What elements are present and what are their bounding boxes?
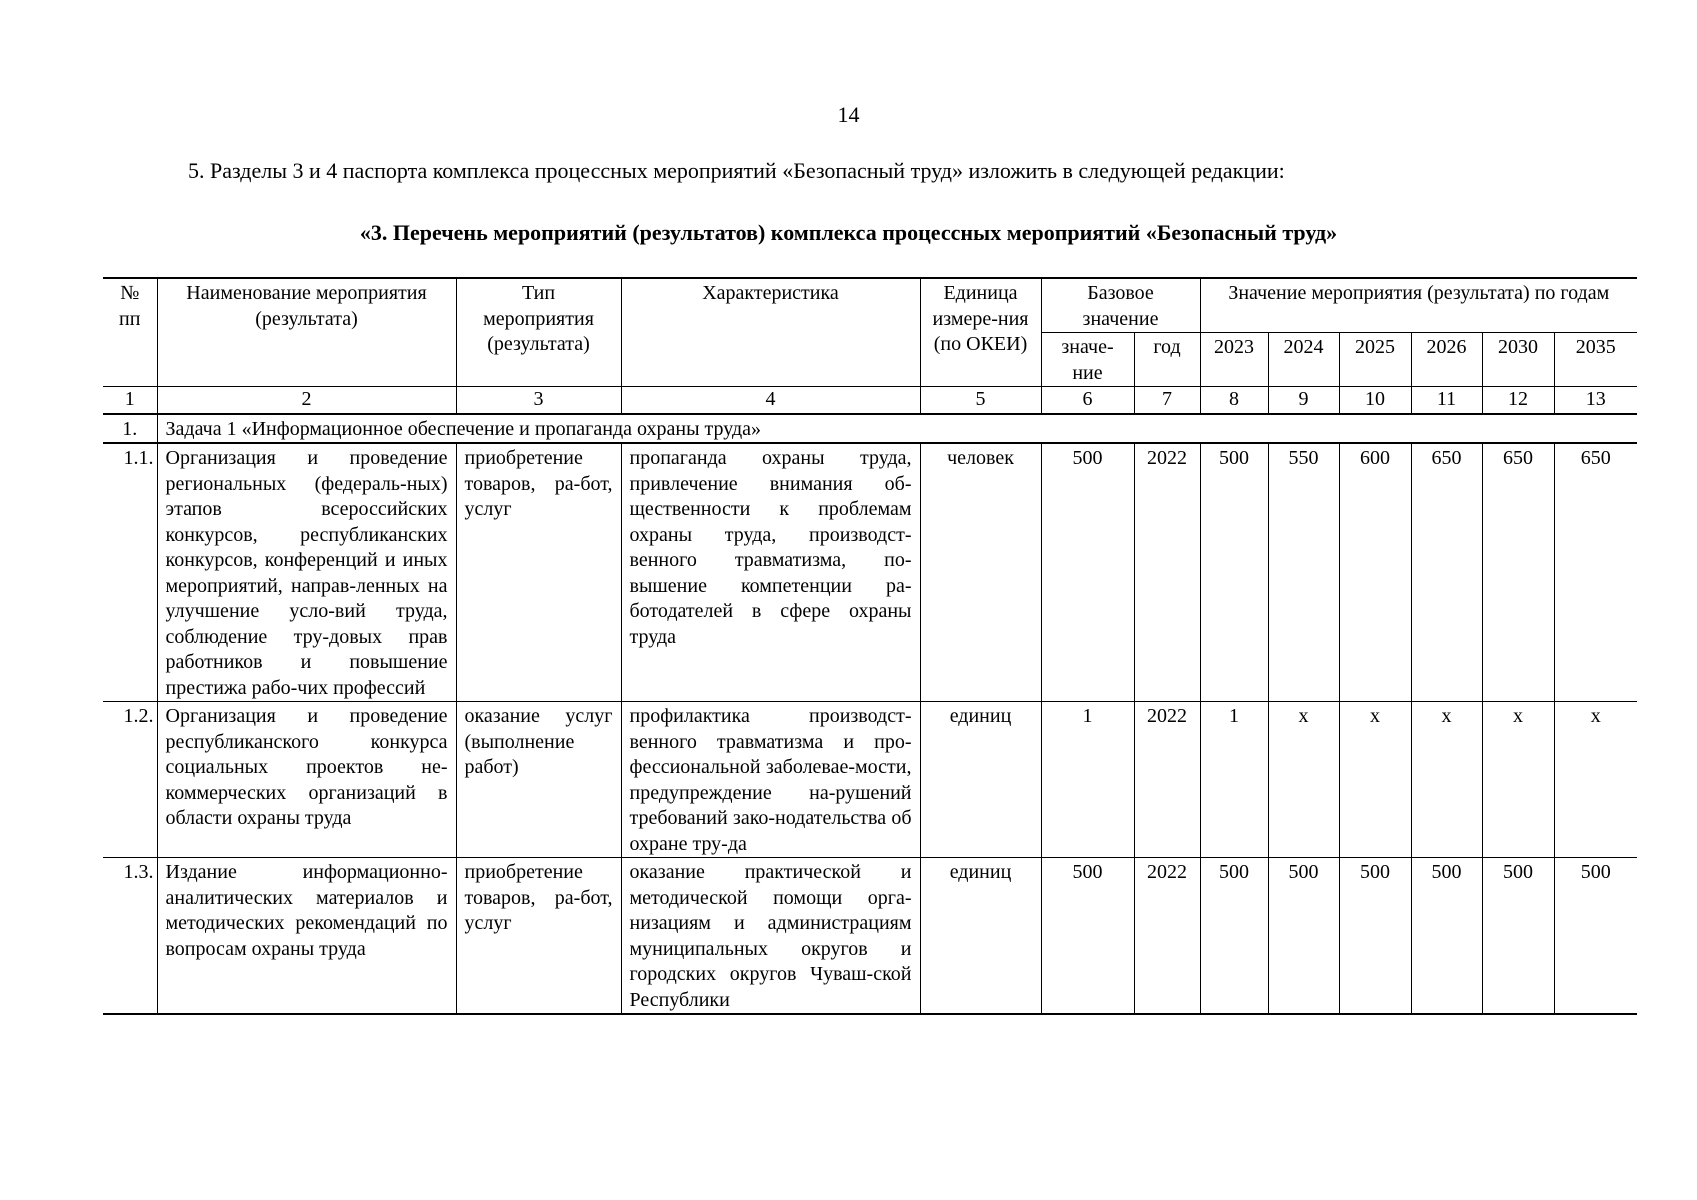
intro-paragraph: 5. Разделы 3 и 4 паспорта комплекса процессных мероприятий «Безопасный труд» изложить в следующей редакции:: [188, 158, 1285, 183]
header-base-value: значе-ние: [1041, 333, 1134, 387]
row-value-2030: x: [1482, 702, 1554, 858]
row-value-2023: 500: [1200, 443, 1268, 702]
row-number: 1.2.: [103, 702, 157, 858]
header-base: Базовое значение: [1041, 278, 1200, 333]
column-number: 9: [1268, 387, 1339, 414]
row-base-year: 2022: [1134, 443, 1200, 702]
column-number: 2: [157, 387, 456, 414]
column-number: 3: [456, 387, 621, 414]
column-number: 5: [920, 387, 1041, 414]
page-number: 14: [837, 102, 860, 127]
row-name: Организация и проведение региональных (федераль-ных) этапов всероссийских конкурсов, республиканских конкурсов, конференций и иных мероприятий, направ-ленных на улучшение усло-вий труда, соблюдение тру-довых прав работников и повышение престижа рабо-чих профессий: [157, 443, 456, 702]
column-numbers-row: [103, 387, 1637, 414]
row-characteristic: профилактика производст-венного травматизма и про-фессиональной заболевае-мости, предупреждение на-рушений требований зако-нодательства об охране тру-да: [621, 702, 920, 858]
column-number: 12: [1482, 387, 1554, 414]
row-unit: единиц: [920, 858, 1041, 1015]
row-value-2035: 500: [1554, 858, 1637, 1015]
row-value-2035: x: [1554, 702, 1637, 858]
row-name: Организация и проведение республиканского конкурса социальных проектов не-коммерческих организаций в области охраны труда: [157, 702, 456, 858]
row-value-2024: x: [1268, 702, 1339, 858]
row-name: Издание информационно-аналитических материалов и методических рекомендаций по вопросам охраны труда: [157, 858, 456, 1015]
column-number: 6: [1041, 387, 1134, 414]
row-characteristic: оказание практической и методической помощи орга-низациям и администрациям муниципальных округов и городских округов Чуваш-ской Республики: [621, 858, 920, 1015]
header-base-year: год: [1134, 333, 1200, 387]
header-year-2024: 2024: [1268, 333, 1339, 387]
section-title: «3. Перечень мероприятий (результатов) комплекса процессных мероприятий «Безопасный труд»: [359, 220, 1338, 245]
row-base-year: 2022: [1134, 858, 1200, 1015]
header-row-1: [103, 278, 1637, 333]
header-year-2026: 2026: [1411, 333, 1482, 387]
row-type: приобретение товаров, ра-бот, услуг: [456, 443, 621, 702]
row-base-value: 500: [1041, 858, 1134, 1015]
row-base-value: 1: [1041, 702, 1134, 858]
column-number: 13: [1554, 387, 1637, 414]
row-base-year: 2022: [1134, 702, 1200, 858]
column-number: 10: [1339, 387, 1411, 414]
row-value-2023: 1: [1200, 702, 1268, 858]
row-value-2026: 500: [1411, 858, 1482, 1015]
header-values-by-year: Значение мероприятия (результата) по годам: [1200, 278, 1637, 333]
table-row: [103, 443, 1637, 702]
header-no: № пп: [103, 278, 157, 387]
header-year-2030: 2030: [1482, 333, 1554, 387]
column-number: 11: [1411, 387, 1482, 414]
table-row: [103, 702, 1637, 858]
row-unit: человек: [920, 443, 1041, 702]
table-row: [103, 858, 1637, 1015]
row-value-2023: 500: [1200, 858, 1268, 1015]
header-year-2025: 2025: [1339, 333, 1411, 387]
row-characteristic: пропаганда охраны труда, привлечение внимания об-щественности к проблемам охраны труда, производст-венного травматизма, по-вышение компетенции ра-ботодателей в сфере охраны труда: [621, 443, 920, 702]
task-title: Задача 1 «Информационное обеспечение и пропаганда охраны труда»: [157, 414, 1637, 444]
column-number: 7: [1134, 387, 1200, 414]
activities-table: [103, 277, 1637, 1015]
row-number: 1.1.: [103, 443, 157, 702]
row-value-2026: x: [1411, 702, 1482, 858]
row-value-2030: 500: [1482, 858, 1554, 1015]
header-year-2023: 2023: [1200, 333, 1268, 387]
row-value-2024: 550: [1268, 443, 1339, 702]
row-value-2026: 650: [1411, 443, 1482, 702]
row-value-2025: 600: [1339, 443, 1411, 702]
column-number: 1: [103, 387, 157, 414]
row-value-2025: 500: [1339, 858, 1411, 1015]
row-value-2024: 500: [1268, 858, 1339, 1015]
row-type: оказание услуг (выполнение работ): [456, 702, 621, 858]
row-number: 1.3.: [103, 858, 157, 1015]
row-unit: единиц: [920, 702, 1041, 858]
row-value-2030: 650: [1482, 443, 1554, 702]
row-type: приобретение товаров, ра-бот, услуг: [456, 858, 621, 1015]
task-row: [103, 414, 1637, 444]
row-base-value: 500: [1041, 443, 1134, 702]
column-number: 4: [621, 387, 920, 414]
column-number: 8: [1200, 387, 1268, 414]
header-type: Тип мероприятия (результата): [456, 278, 621, 387]
row-value-2035: 650: [1554, 443, 1637, 702]
header-year-2035: 2035: [1554, 333, 1637, 387]
header-unit: Единица измере-ния (по ОКЕИ): [920, 278, 1041, 387]
task-number: 1.: [103, 414, 157, 444]
row-value-2025: x: [1339, 702, 1411, 858]
header-name: Наименование мероприятия (результата): [157, 278, 456, 387]
header-characteristic: Характеристика: [621, 278, 920, 387]
